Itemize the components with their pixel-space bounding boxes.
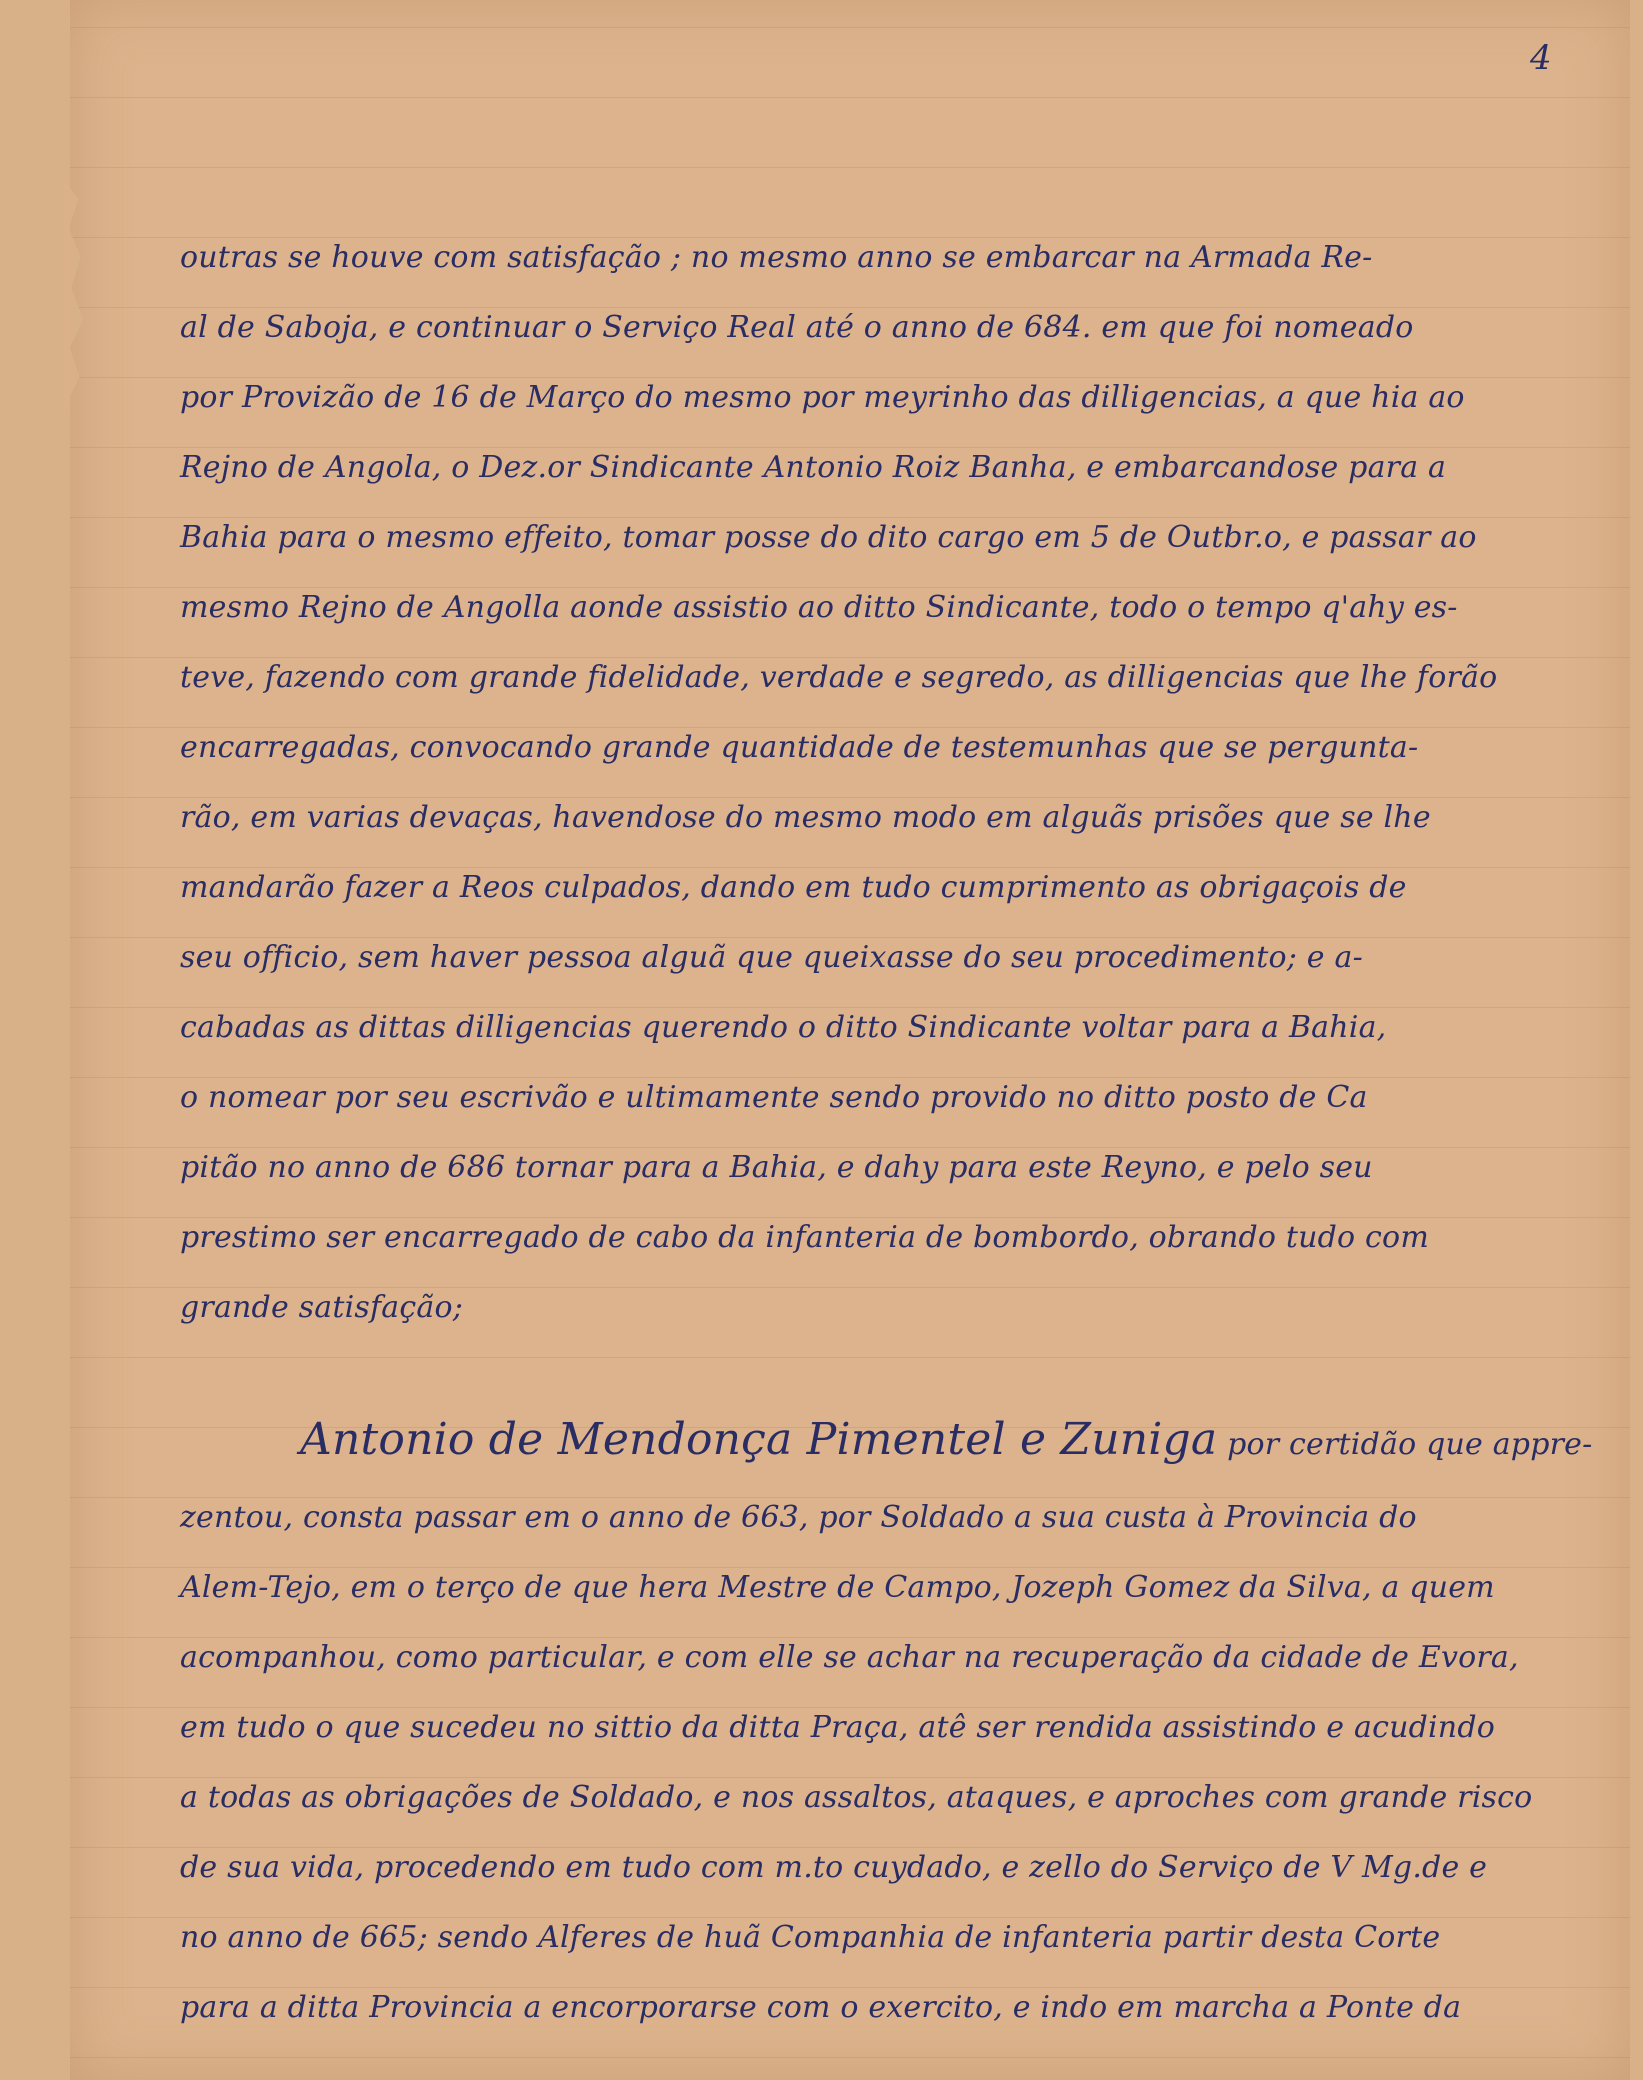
text-line: Alem-Tejo, em o terço de que hera Mestre de Campo, Jozeph Gomez da Silva, a quem xyxy=(180,1570,1495,1605)
page-number: 4 xyxy=(1530,38,1552,78)
text-line: Rejno de Angola, o Dez.or Sindicante Antonio Roiz Banha, e embarcandose para a xyxy=(180,450,1447,485)
text-line: outras se houve com satisfação ; no mesmo anno se embarcar na Armada Re- xyxy=(180,240,1373,275)
text-line: prestimo ser encarregado de cabo da infanteria de bombordo, obrando tudo com xyxy=(180,1220,1429,1255)
text-line: mesmo Rejno de Angolla aonde assistio ao ditto Sindicante, todo o tempo q'ahy es- xyxy=(180,590,1458,625)
text-line: acompanhou, como particular, e com elle se achar na recuperação da cidade de Evora, xyxy=(180,1640,1519,1675)
text-line: mandarão fazer a Reos culpados, dando em tudo cumprimento as obrigaçois de xyxy=(180,870,1407,905)
text-line: cabadas as dittas dilligencias querendo o ditto Sindicante voltar para a Bahia, xyxy=(180,1010,1387,1045)
text-line: o nomear por seu escrivão e ultimamente sendo provido no ditto posto de Ca xyxy=(180,1080,1368,1115)
entry-person-name: Antonio de Mendonça Pimentel e Zuniga xyxy=(300,1414,1218,1465)
entry-heading-rest: por certidão que appre- xyxy=(1227,1427,1593,1462)
text-line: para a ditta Provincia a encorporarse com o exercito, e indo em marcha a Ponte da xyxy=(180,1990,1462,2025)
text-line: a todas as obrigações de Soldado, e nos assaltos, ataques, e aproches com grande risco xyxy=(180,1780,1533,1815)
text-line: encarregadas, convocando grande quantidade de testemunhas que se pergunta- xyxy=(180,730,1419,765)
manuscript-page xyxy=(70,0,1630,2080)
entry-heading-line xyxy=(300,1414,1593,1465)
text-line: teve, fazendo com grande fidelidade, verdade e segredo, as dilligencias que lhe forão xyxy=(180,660,1498,695)
text-line: de sua vida, procedendo em tudo com m.to cuydado, e zello do Serviço de V Mg.de e xyxy=(180,1850,1488,1885)
text-line: pitão no anno de 686 tornar para a Bahia, e dahy para este Reyno, e pelo seu xyxy=(180,1150,1373,1185)
text-line: em tudo o que sucedeu no sittio da ditta Praça, atê ser rendida assistindo e acudindo xyxy=(180,1710,1495,1745)
text-line: Bahia para o mesmo effeito, tomar posse do dito cargo em 5 de Outbr.o, e passar ao xyxy=(180,520,1477,555)
text-line: por Provizão de 16 de Março do mesmo por meyrinho das dilligencias, a que hia ao xyxy=(180,380,1465,415)
text-line: rão, em varias devaças, havendose do mesmo modo em alguãs prisões que se lhe xyxy=(180,800,1431,835)
text-line: seu officio, sem haver pessoa alguã que queixasse do seu procedimento; e a- xyxy=(180,940,1363,975)
torn-paper-edge xyxy=(64,180,88,420)
text-line: zentou, consta passar em o anno de 663, por Soldado a sua custa à Provincia do xyxy=(180,1500,1417,1535)
text-line: al de Saboja, e continuar o Serviço Real até o anno de 684. em que foi nomeado xyxy=(180,310,1414,345)
text-line: grande satisfação; xyxy=(180,1290,464,1325)
text-line: no anno de 665; sendo Alferes de huã Companhia de infanteria partir desta Corte xyxy=(180,1920,1441,1955)
